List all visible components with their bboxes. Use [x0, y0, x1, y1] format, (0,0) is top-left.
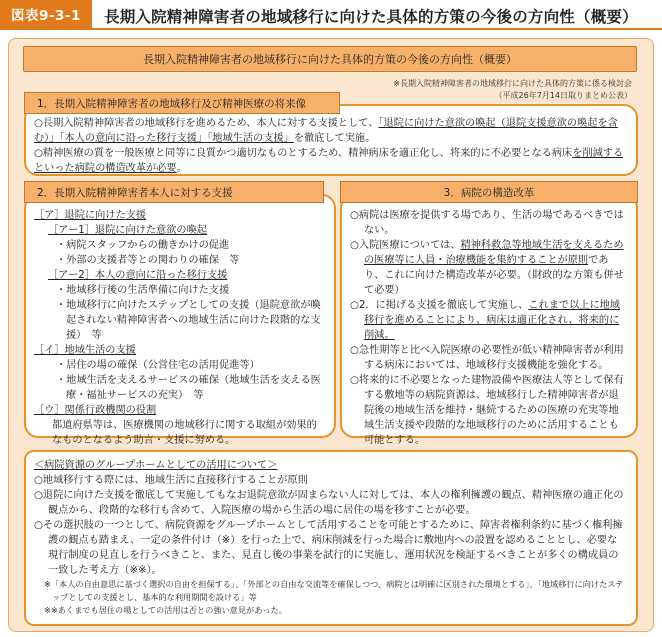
section2-u-heading: ［ウ］関係行政機関の役割	[34, 405, 157, 416]
section3-label: 3．病院の構造改革	[340, 181, 638, 203]
section2-i-heading: ［イ］地域生活の支援	[34, 345, 136, 356]
section4-paragraph-1: ○地域移行する際には、地域生活に直接移行することが原則	[34, 475, 308, 486]
section3-paragraph-5: ○将来的に不必要となった建物設備や医療法人等として保有する敷地等の病院資源は、地域移行した精神障害者が退院後の地域生活を維持・継続するための医療の充実等地域生活支援や段階的な地域移行のために活用することも可能とする。	[350, 375, 624, 446]
figure-title: 長期入院精神障害者の地域移行に向けた具体的方策の今後の方向性（概要）	[104, 8, 638, 26]
section3-paragraph-2: ○入院医療については、精神科救急等地域生活を支えるための医療等に人員・治療機能を集約することが原則であり、これに向けた構造改革が必要。（財政的な方策も併せて必要）	[350, 240, 624, 296]
section1-paragraph-1: ○長期入院精神障害者の地域移行を進めるため、本人に対する支援として、「退院に向けた意欲の喚起（退院支援意欲の喚起を含む）」「本人の意向に沿った移行支援」「地域生活の支援」を徹底して実施。	[34, 118, 618, 144]
section2-a-heading: ［ア］退院に向けた支援	[34, 210, 147, 221]
section2-box	[24, 194, 336, 446]
section4-paragraph-2: ○退院に向けた支援を徹底して実施してもなお退院意欲が固まらない人に対しては、本人の権利擁護の観点、精神医療の適正化の観点から、段階的な移行も含めて、入院医療の場から生活の場に居住の場を移すことが必要。	[34, 490, 624, 516]
main-title: 長期入院精神障害者の地域移行に向けた具体的方策の今後の方向性（概要）	[23, 46, 637, 72]
section2-label: 2．長期入院精神障害者本人に対する支援	[24, 181, 324, 203]
section3-paragraph-1: ○病院は医療を提供する場であり、生活の場であるべきではない。	[350, 210, 624, 236]
section3-paragraph-4: ○急性期等と比べ入院医療の必要性が低い精神障害者が利用する病床においては、地域移行支援機能を強化する。	[350, 345, 624, 371]
section1-box	[24, 104, 638, 176]
section2-a2-bullet-2: ・地域移行に向けたステップとしての支援（退院意欲が喚起されない精神障害者への地域生活に向けた段階的な支援） 等	[56, 300, 321, 341]
source-note	[393, 78, 632, 102]
source-line-2: （平成26年7月14日取りまとめ公表）	[494, 91, 632, 100]
section4-note-2: ※※あくまでも居住の場としての活用は否との強い意見があった。	[44, 605, 287, 615]
section2-a1-bullet-2: ・外部の支援者等との関わりの確保 等	[56, 255, 240, 266]
section2-a1-heading: ［アー1］退院に向けた意欲の喚起	[48, 225, 207, 236]
section4-paragraph-3: ○その選択肢の一つとして、病院資源をグループホームとして活用することを可能とするために、障害者権利条約に基づく権利擁護の観点も踏まえ、一定の条件付け（※）を行った上で、病床削減を行った場合に敷地内への設置を認めることとし、必要な現行制度の見直しを行うべきこと、また、見直し後の事業を試行的に実施し、運用状況を検証するべきことが多くの構成員の一致した考え方（※※）。	[34, 520, 623, 576]
section2-u-text: 都道府県等は、医療機関の地域移行に関する取組が効果的なものとなるよう助言・支援に努める。	[52, 420, 317, 446]
section2-i-bullet-1: ・居住の場の確保（公営住宅の活用促進等）	[56, 360, 260, 371]
section4-note-1: ※「本人の自由意思に基づく選択の自由を担保する」、「外部との自由な交流等を確保しつつ、病院とは明確に区別された環境とする」、「地域移行に向けたステップとしての支援とし、基本的な利用期間を設ける」等	[44, 579, 624, 602]
section3-box	[340, 194, 638, 446]
section3-paragraph-3: ○2．に掲げる支援を徹底して実施し、これまで以上に地域移行を進めることにより、病床は適正化され、将来的に削減。	[350, 300, 621, 341]
section1-label: 1．長期入院精神障害者の地域移行及び精神医療の将来像	[24, 92, 340, 114]
header-divider	[0, 28, 662, 30]
section4-heading: ＜病院資源のグループホームとしての活用について＞	[34, 460, 278, 471]
section2-a2-bullet-1: ・地域移行後の生活準備に向けた支援	[56, 285, 230, 296]
section1-paragraph-2: ○精神医療の質を一般医療と同等に良質かつ適切なものとするため、精神病床を適正化し、将来的に不必要となる病床を削減するといった病院の構造改革が必要。	[34, 148, 624, 174]
section2-a1-bullet-1: ・病院スタッフからの働きかけの促進	[56, 240, 230, 251]
figure-header	[0, 0, 662, 28]
source-line-1: ※長期入院精神障害者の地域移行に向けた具体的方策に係る検討会	[393, 79, 632, 88]
section2-i-bullet-2: ・地域生活を支えるサービスの確保（地域生活を支える医療・福祉サービスの充実） 等	[56, 375, 321, 401]
section4-box	[24, 450, 638, 626]
section2-a2-heading: ［アー2］本人の意向に沿った移行支援	[48, 270, 228, 281]
figure-label: 図表9-3-1	[0, 0, 92, 28]
